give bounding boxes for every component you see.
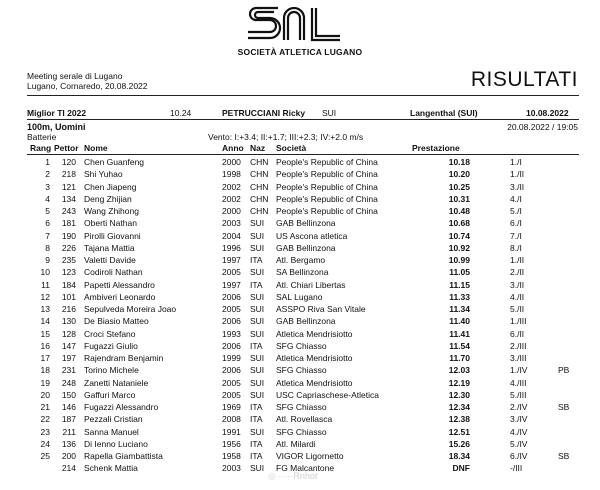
bib-cell: 101 — [61, 291, 76, 302]
rank-cell: 24 — [40, 438, 50, 449]
birth-year: 2002 — [222, 193, 241, 204]
heat-place-cell: 8./I — [510, 242, 522, 253]
divider — [27, 119, 579, 120]
bib-cell: 120 — [61, 157, 76, 167]
rank-cell: 16 — [40, 340, 50, 351]
nation-cell: ITA — [250, 340, 263, 351]
nation-cell: CHN — [250, 169, 269, 180]
rank-cell: 8 — [45, 242, 50, 253]
rank-cell: 6 — [45, 218, 50, 229]
heat-place-cell: 5./I — [510, 206, 522, 216]
nation-cell: SUI — [250, 291, 265, 302]
note-cell: PB — [558, 365, 570, 376]
athlete-name: Pezzali Cristian — [84, 414, 143, 425]
club-cell: GAB Bellinzona — [276, 242, 336, 253]
birth-year: 2005 — [222, 304, 241, 314]
event-name: 100m, Uomini — [27, 122, 86, 132]
club-cell: SFG Chiasso — [276, 365, 327, 376]
bib-cell: 226 — [61, 242, 76, 253]
note-cell: SB — [558, 451, 570, 461]
club-cell: Atl. Milardi — [276, 438, 316, 449]
club-cell: SFG Chiasso — [276, 402, 327, 412]
bib-cell: 181 — [61, 218, 76, 229]
club-cell: USC Capriaschese-Atletica — [276, 389, 379, 400]
table-row — [0, 414, 600, 425]
birth-year: 2004 — [222, 230, 241, 241]
nation-cell: SUI — [250, 365, 265, 376]
record-date: 10.08.2022 — [526, 108, 569, 118]
bib-cell: 150 — [61, 389, 76, 400]
heat-place-cell: 4./I — [510, 193, 522, 204]
heat-place-cell: 3./II — [510, 181, 525, 192]
club-cell: Atl. Chiari Libertas — [276, 279, 346, 290]
athlete-name: De Biasio Matteo — [84, 316, 149, 327]
nation-cell: ITA — [250, 414, 263, 425]
club-cell: SFG Chiasso — [276, 426, 327, 437]
sal-logo — [237, 2, 363, 60]
table-row — [0, 243, 600, 254]
heat-place-cell: 2./III — [510, 340, 527, 351]
birth-year: 1956 — [222, 438, 241, 449]
table-row — [0, 304, 600, 315]
sal-logo-mark — [240, 2, 360, 48]
club-cell: GAB Bellinzona — [276, 316, 336, 327]
meeting-title: Meeting serale di Lugano — [27, 71, 123, 81]
performance-cell: 10.99 — [448, 255, 470, 265]
nation-cell: SUI — [250, 377, 265, 388]
performance-cell: 11.33 — [449, 291, 470, 302]
performance-cell: 10.68 — [448, 218, 470, 229]
col-performance: Prestazione — [412, 143, 460, 153]
club-cell: SA Bellinzona — [276, 267, 329, 278]
table-row — [0, 353, 600, 364]
table-row — [0, 390, 600, 401]
bib-cell: 243 — [61, 206, 76, 216]
event-round: Batterie — [27, 132, 57, 142]
divider — [27, 95, 579, 96]
table-row — [0, 427, 600, 438]
nation-cell: SUI — [250, 316, 265, 327]
nation-cell: CHN — [250, 193, 269, 204]
table-row — [0, 316, 600, 327]
birth-year: 1997 — [222, 255, 241, 265]
club-cell: People's Republic of China — [276, 193, 378, 204]
table-row — [0, 451, 600, 462]
performance-cell: 10.74 — [448, 230, 470, 241]
performance-cell: 11.40 — [449, 316, 470, 327]
bib-cell: 187 — [61, 414, 76, 425]
bib-cell: 214 — [61, 463, 76, 474]
bib-cell: 211 — [62, 426, 76, 437]
nation-cell: ITA — [250, 451, 263, 461]
heat-place-cell: 6./IV — [510, 451, 528, 461]
bib-cell: 248 — [61, 377, 76, 388]
birth-year: 2006 — [222, 316, 241, 327]
athlete-name: Deng Zhijian — [84, 193, 132, 204]
birth-year: 1993 — [222, 328, 241, 339]
birth-year: 1998 — [222, 169, 241, 180]
athlete-name: Croci Stefano — [84, 328, 136, 339]
heat-place-cell: 3./III — [510, 353, 527, 363]
col-rank: Rang — [30, 143, 52, 153]
col-bib: Pettor — [54, 143, 79, 153]
birth-year: 2003 — [222, 218, 241, 229]
club-cell: Atletica Mendrisiotto — [276, 377, 353, 388]
rank-cell: 3 — [45, 181, 50, 192]
club-cell: Atletica Mendrisiotto — [276, 353, 353, 363]
table-row — [0, 206, 600, 217]
heat-place-cell: 5./IV — [510, 438, 528, 449]
birth-year: 2005 — [222, 377, 241, 388]
record-place: Langenthal (SUI) — [410, 108, 478, 118]
birth-year: 2006 — [222, 365, 241, 376]
rank-cell: 1 — [45, 157, 50, 167]
rank-cell: 7 — [45, 230, 50, 241]
table-row — [0, 218, 600, 229]
record-label: Miglior TI 2022 — [27, 108, 87, 118]
athlete-name: Rajendram Benjamin — [84, 353, 164, 363]
club-cell: Atletica Mendrisiotto — [276, 328, 353, 339]
nation-cell: CHN — [250, 206, 269, 216]
performance-cell: DNF — [452, 463, 470, 474]
heat-place-cell: 6./I — [510, 218, 522, 229]
rank-cell: 12 — [40, 291, 50, 302]
club-cell: People's Republic of China — [276, 181, 378, 192]
club-cell: US Ascona atletica — [276, 230, 348, 241]
bib-cell: 130 — [61, 316, 76, 327]
record-value: 10.24 — [170, 108, 192, 118]
bib-cell: 147 — [61, 340, 76, 351]
nation-cell: SUI — [250, 389, 265, 400]
nation-cell: SUI — [250, 218, 265, 229]
heat-place-cell: 4./II — [510, 291, 525, 302]
table-row — [0, 378, 600, 389]
heat-place-cell: 1./II — [510, 255, 525, 265]
heat-place-cell: 4./III — [510, 377, 527, 388]
table-row — [0, 194, 600, 205]
col-nation: Naz — [250, 143, 266, 153]
birth-year: 2005 — [222, 389, 241, 400]
birth-year: 1991 — [222, 426, 241, 437]
birth-year: 1999 — [222, 353, 241, 363]
bib-cell: 190 — [61, 230, 76, 241]
club-cell: Atl. Bergamo — [276, 255, 326, 265]
nation-cell: SUI — [250, 304, 265, 314]
rank-cell: 19 — [40, 377, 50, 388]
birth-year: 2002 — [222, 181, 241, 192]
rank-cell: 2 — [45, 169, 50, 180]
bib-cell: 136 — [61, 438, 76, 449]
athlete-name: Chen Jiapeng — [84, 181, 137, 192]
meeting-info — [27, 71, 148, 91]
note-cell: SB — [558, 402, 570, 412]
performance-cell: 11.70 — [449, 353, 470, 363]
birth-year: 1997 — [222, 279, 241, 290]
table-row — [0, 402, 600, 413]
table-row — [0, 365, 600, 376]
performance-cell: 11.15 — [449, 279, 470, 290]
club-cell: SFG Chiasso — [276, 340, 327, 351]
club-cell: People's Republic of China — [276, 157, 378, 167]
heat-place-cell: 6./II — [510, 328, 525, 339]
table-row — [0, 292, 600, 303]
heat-place-cell: 5./II — [510, 304, 525, 314]
rank-cell: 11 — [41, 279, 50, 290]
athlete-name: Torino Michele — [84, 365, 139, 376]
nation-cell: SUI — [250, 328, 265, 339]
performance-cell: 12.38 — [448, 414, 470, 425]
table-row — [0, 182, 600, 193]
divider — [27, 154, 579, 155]
club-name: SOCIETÀ ATLETICA LUGANO — [237, 47, 363, 57]
bib-cell: 146 — [61, 402, 76, 412]
bib-cell: 231 — [61, 365, 76, 376]
rank-cell: 5 — [45, 206, 50, 216]
club-cell: FG Malcantone — [276, 463, 335, 474]
club-cell: ASSPO Riva San Vitale — [276, 304, 366, 314]
performance-cell: 10.48 — [448, 206, 470, 216]
rank-cell: 18 — [40, 365, 50, 376]
performance-cell: 12.30 — [448, 389, 470, 400]
rank-cell: 23 — [40, 426, 50, 437]
athlete-name: Sanna Manuel — [84, 426, 139, 437]
table-row — [0, 255, 600, 266]
heat-place-cell: 1./IV — [510, 365, 528, 376]
nation-cell: SUI — [250, 267, 265, 278]
performance-cell: 12.03 — [448, 365, 470, 376]
bib-cell: 218 — [61, 169, 76, 180]
athlete-name: Di Ienno Luciano — [84, 438, 148, 449]
bib-cell: 123 — [61, 267, 76, 278]
rank-cell: 4 — [45, 193, 50, 204]
heat-place-cell: 3./IV — [510, 414, 528, 425]
athlete-name: Oberti Nathan — [84, 218, 137, 229]
bib-cell: 200 — [61, 451, 76, 461]
athlete-name: Rapella Giambattista — [84, 451, 163, 461]
rank-cell: 15 — [40, 328, 50, 339]
col-club: Società — [276, 143, 307, 153]
heat-place-cell: 2./IV — [510, 402, 528, 412]
nation-cell: ITA — [250, 279, 263, 290]
athlete-name: Gaffuri Marco — [84, 389, 136, 400]
birth-year: 1969 — [222, 402, 241, 412]
table-row — [0, 439, 600, 450]
bib-cell: 235 — [61, 255, 76, 265]
bib-cell: 128 — [61, 328, 76, 339]
club-cell: VIGOR Ligornetto — [276, 451, 344, 461]
athlete-name: Fugazzi Alessandro — [84, 402, 159, 412]
nation-cell: CHN — [250, 181, 269, 192]
club-cell: SAL Lugano — [276, 291, 323, 302]
heat-place-cell: -/III — [510, 463, 523, 474]
birth-year: 2000 — [222, 157, 241, 167]
table-row — [0, 267, 600, 278]
heat-place-cell: 3./II — [510, 279, 525, 290]
table-row — [0, 341, 600, 352]
bib-cell: 184 — [61, 279, 76, 290]
rank-cell: 22 — [40, 414, 50, 425]
performance-cell: 15.26 — [448, 438, 470, 449]
performance-cell: 12.51 — [448, 426, 470, 437]
athlete-name: Ambiveri Leonardo — [84, 291, 156, 302]
nation-cell: SUI — [250, 426, 265, 437]
performance-cell: 10.92 — [448, 242, 470, 253]
rank-cell: 25 — [40, 451, 50, 461]
heat-place-cell: 1./I — [510, 157, 522, 167]
bib-cell: 134 — [61, 193, 76, 204]
birth-year: 2000 — [222, 206, 241, 216]
nation-cell: ITA — [250, 255, 263, 265]
col-year: Anno — [222, 143, 244, 153]
nation-cell: CHN — [250, 157, 269, 167]
performance-cell: 11.41 — [449, 328, 470, 339]
performance-cell: 11.34 — [449, 304, 470, 314]
performance-cell: 11.54 — [449, 340, 470, 351]
meeting-venue: Lugano, Cornaredo, 20.08.2022 — [27, 81, 148, 91]
nation-cell: ITA — [250, 438, 263, 449]
performance-cell: 12.34 — [448, 402, 470, 412]
performance-cell: 10.18 — [448, 157, 470, 167]
athlete-name: Chen Guanfeng — [84, 157, 145, 167]
athlete-name: Schenk Mattia — [84, 463, 138, 474]
record-nation: SUI — [322, 108, 337, 118]
watermark: ◎ ·····Rnhot — [268, 471, 318, 481]
birth-year: 2005 — [222, 267, 241, 278]
club-cell: GAB Bellinzona — [276, 218, 336, 229]
page-title: RISULTATI — [470, 68, 578, 91]
heat-place-cell: 1./II — [510, 169, 525, 180]
club-cell: People's Republic of China — [276, 169, 378, 180]
birth-year: 1996 — [222, 242, 241, 253]
rank-cell: 17 — [40, 353, 50, 363]
birth-year: 2006 — [222, 340, 241, 351]
athlete-name: Fugazzi Giulio — [84, 340, 138, 351]
rank-cell: 20 — [40, 389, 50, 400]
performance-cell: 10.25 — [448, 181, 470, 192]
birth-year: 2003 — [222, 463, 241, 474]
athlete-name: Shi Yuhao — [84, 169, 123, 180]
athlete-name: Wang Zhihong — [84, 206, 139, 216]
table-row — [0, 329, 600, 340]
record-holder: PETRUCCIANI Ricky — [222, 108, 306, 118]
table-row — [0, 169, 600, 180]
heat-place-cell: 4./IV — [510, 426, 528, 437]
athlete-name: Sepulveda Moreira Joao — [84, 304, 177, 314]
nation-cell: SUI — [250, 353, 265, 363]
bib-cell: 197 — [61, 353, 76, 363]
birth-year: 2006 — [222, 291, 241, 302]
bib-cell: 216 — [61, 304, 76, 314]
performance-cell: 18.34 — [448, 451, 470, 461]
club-cell: Atl. Rovellasca — [276, 414, 333, 425]
birth-year: 1958 — [222, 451, 241, 461]
athlete-name: Zanetti Nataniele — [84, 377, 149, 388]
bib-cell: 121 — [61, 181, 76, 192]
rank-cell: 10 — [40, 267, 50, 278]
club-cell: People's Republic of China — [276, 206, 378, 216]
event-datetime: 20.08.2022 / 19:05 — [507, 122, 578, 132]
performance-cell: 10.31 — [448, 193, 470, 204]
heat-place-cell: 7./I — [510, 230, 522, 241]
athlete-name: Valetti Davide — [84, 255, 136, 265]
heat-place-cell: 2./II — [510, 267, 525, 278]
nation-cell: SUI — [250, 242, 265, 253]
rank-cell: 14 — [40, 316, 50, 327]
athlete-name: Papetti Alessandro — [84, 279, 155, 290]
athlete-name: Pirolli Giovanni — [84, 230, 141, 241]
rank-cell: 9 — [45, 255, 50, 265]
nation-cell: SUI — [250, 463, 265, 474]
table-row — [0, 231, 600, 242]
col-name: Nome — [84, 143, 108, 153]
performance-cell: 10.20 — [448, 169, 470, 180]
heat-place-cell: 1./III — [510, 316, 527, 327]
table-row — [0, 280, 600, 291]
nation-cell: ITA — [250, 402, 263, 412]
athlete-name: Tajana Mattia — [84, 242, 135, 253]
rank-cell: 21 — [40, 402, 50, 412]
heat-place-cell: 5./III — [510, 389, 527, 400]
rank-cell: 13 — [40, 304, 50, 314]
table-row — [0, 157, 600, 168]
performance-cell: 12.19 — [448, 377, 470, 388]
performance-cell: 11.05 — [449, 267, 470, 278]
nation-cell: SUI — [250, 230, 265, 241]
wind-info: Vento: I:+3.4; II:+1.7; III:+2.3; IV:+2.0 m/s — [208, 132, 364, 142]
birth-year: 2008 — [222, 414, 241, 425]
athlete-name: Codiroli Nathan — [84, 267, 143, 278]
